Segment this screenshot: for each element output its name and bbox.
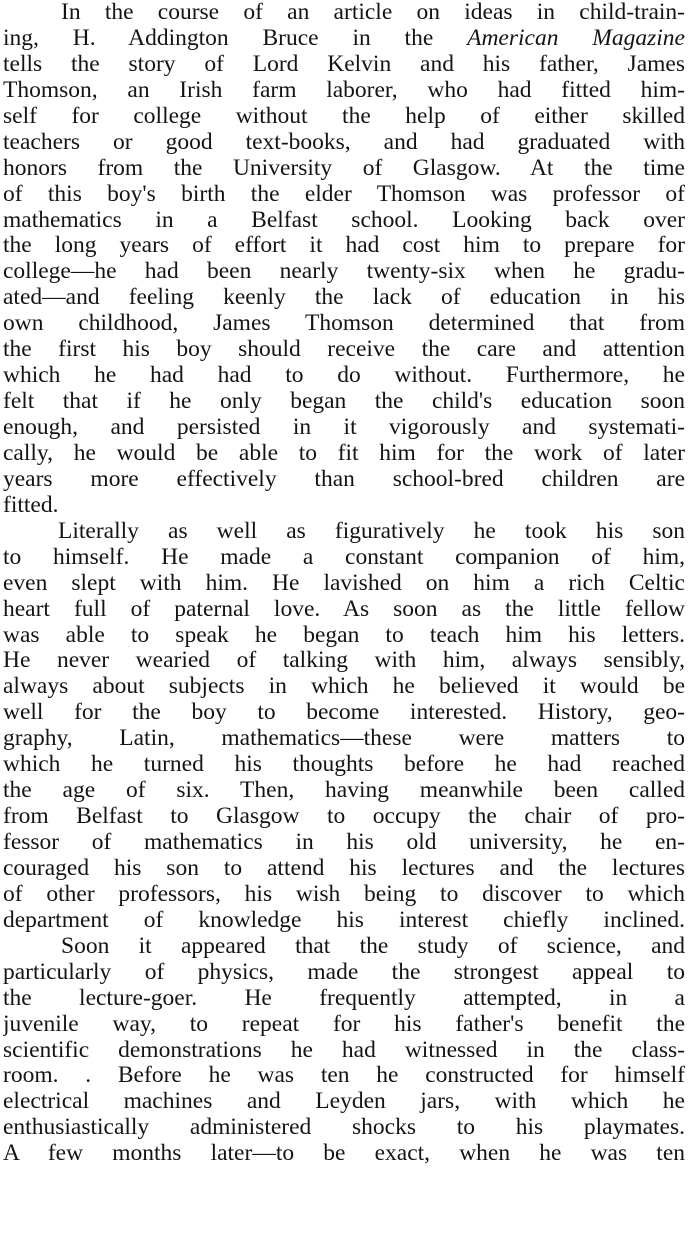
text-line: heart full of paternal love. As soon as the little fellow bbox=[3, 596, 685, 622]
text-line: even slept with him. He lavished on him a rich Celtic bbox=[3, 570, 685, 596]
text-line: the first his boy should receive the care and attention bbox=[3, 337, 685, 363]
text-line: mathematics in a Belfast school. Looking back over bbox=[3, 207, 685, 233]
text-line: the long years of effort it had cost him to prepare for bbox=[3, 233, 685, 259]
text-line: years more effectively than school-bred children are bbox=[3, 466, 685, 492]
text-line: cally, he would be able to fit him for the work of later bbox=[3, 440, 685, 466]
text-line: enough, and persisted in it vigorously and systemati- bbox=[3, 415, 685, 440]
text-line: self for college without the help of either skilled bbox=[3, 103, 685, 129]
paragraph bbox=[3, 934, 685, 1167]
text-line: well for the boy to become interested. History, geo- bbox=[3, 700, 685, 726]
text-line: from Belfast to Glasgow to occupy the chair of pro- bbox=[3, 804, 685, 830]
text-line: ated—and feeling keenly the lack of education in his bbox=[3, 285, 685, 311]
text-line: couraged his son to attend his lectures and the lectures bbox=[3, 855, 685, 881]
text-line: department of knowledge his interest chiefly inclined. bbox=[3, 907, 685, 933]
text-line: which he had had to do without. Furthermore, he bbox=[3, 363, 685, 389]
text-line: the lecture-goer. He frequently attempted, in a bbox=[3, 985, 685, 1011]
text-line: the age of six. Then, having meanwhile been called bbox=[3, 778, 685, 804]
text-line: juvenile way, to repeat for his father's benefit the bbox=[3, 1011, 685, 1037]
text-line: teachers or good text-books, and had graduated with bbox=[3, 129, 685, 155]
text-line: which he turned his thoughts before he had reached bbox=[3, 752, 685, 778]
text-line: tells the story of Lord Kelvin and his father, James bbox=[3, 51, 685, 77]
text-line: Thomson, an Irish farm laborer, who had fitted him- bbox=[3, 77, 685, 103]
paragraph bbox=[3, 0, 685, 519]
text-line: graphy, Latin, mathematics—these were matters to bbox=[3, 726, 685, 752]
text-line: scientific demonstrations he had witnessed in the class- bbox=[3, 1037, 685, 1063]
paragraph bbox=[3, 519, 685, 934]
text-line: Soon it appeared that the study of science, and bbox=[61, 933, 685, 959]
text-line: fitted. bbox=[3, 492, 59, 518]
text-line: enthusiastically administered shocks to his playmates. bbox=[3, 1115, 685, 1141]
text-line: always about subjects in which he believed it would be bbox=[3, 674, 685, 700]
text-line: of this boy's birth the elder Thomson was professor of bbox=[3, 181, 685, 207]
text-line: college—he had been nearly twenty-six when he gradu- bbox=[3, 259, 685, 285]
text-line: ing, H. Addington Bruce in the American Magazine bbox=[3, 25, 685, 51]
text-line: felt that if he only began the child's education soon bbox=[3, 389, 685, 415]
text-line: honors from the University of Glasgow. At the time bbox=[3, 155, 685, 181]
text-line: room. . Before he was ten he constructed for himself bbox=[3, 1063, 685, 1089]
magazine-title: American Magazine bbox=[467, 25, 685, 51]
text-line: electrical machines and Leyden jars, with which he bbox=[3, 1089, 685, 1115]
text-line: particularly of physics, made the strongest appeal to bbox=[3, 959, 685, 985]
text-line: Literally as well as figuratively he took his son bbox=[58, 518, 685, 544]
text-line: of other professors, his wish being to discover to which bbox=[3, 881, 685, 907]
text-line: to himself. He made a constant companion of him, bbox=[3, 544, 685, 570]
text-line: was able to speak he began to teach him his letters. bbox=[3, 622, 685, 648]
text-line: own childhood, James Thomson determined that from bbox=[3, 311, 685, 337]
text-line: In the course of an article on ideas in child-train- bbox=[61, 0, 685, 25]
text-line: fessor of mathematics in his old university, he en- bbox=[3, 830, 685, 855]
text-line: A few months later—to be exact, when he was ten bbox=[3, 1141, 685, 1167]
text-line: He never wearied of talking with him, always sensibly, bbox=[3, 648, 685, 674]
